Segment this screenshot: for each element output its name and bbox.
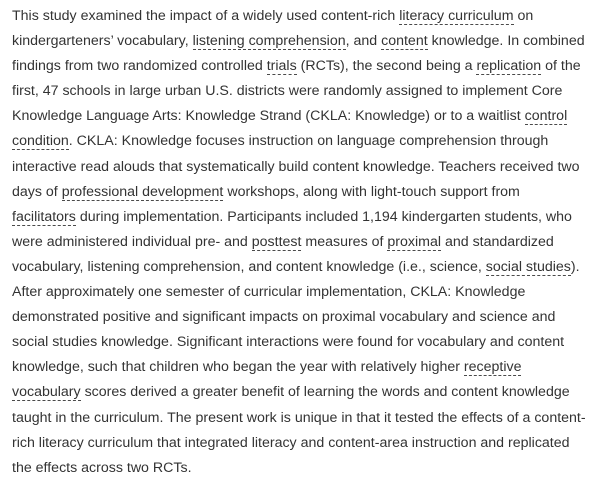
abstract-text: . CKLA: Knowledge focuses instruction on language comprehension through interactive read alouds that systematically build content knowledge. Teachers received two days of — [12, 133, 580, 200]
abstract-text: on kindergarteners’ vocabulary, — [12, 8, 534, 50]
glossary-term-professional-development[interactable]: professional development — [61, 183, 224, 200]
glossary-term-control-condition[interactable]: control condition — [12, 108, 568, 150]
glossary-term-content[interactable]: content — [381, 33, 428, 50]
abstract-text: scores derived a greater benefit of learning the words and content knowledge taught in the curriculum. The present work is unique in that it tested the effects of a content-rich literacy curriculum that integrated literacy and content-area instruction and replicated the effects across two RCTs. — [12, 384, 586, 476]
glossary-term-literacy-curriculum[interactable]: literacy curriculum — [399, 8, 514, 24]
abstract-text: and standardized vocabulary, listening comprehension, and content knowledge (i.e., science, — [12, 233, 554, 275]
glossary-term-trials[interactable]: trials — [266, 58, 297, 75]
glossary-term-facilitators[interactable]: facilitators — [12, 208, 76, 225]
abstract-text: measures of — [301, 233, 388, 250]
abstract-text: of the first, 47 schools in large urban U.S. districts were randomly assigned to implement Core Knowledge Language Arts: Knowledge Strand (CKLA: Knowledge) or to a waitlist — [12, 58, 581, 125]
abstract-text: knowledge. In combined findings from two randomized controlled — [12, 33, 585, 75]
glossary-term-receptive-vocabulary[interactable]: receptive vocabulary — [12, 359, 522, 401]
abstract-text: , and — [345, 33, 382, 50]
glossary-term-proximal[interactable]: proximal — [387, 233, 442, 250]
abstract-text: ). After approximately one semester of curricular implementation, CKLA: Knowledge demonstrated positive and significant impacts on proximal vocabulary and science and social studies knowledge. Significant interactions were found for vocabulary and content knowledge, such that children who began the year with relatively higher — [12, 258, 580, 376]
glossary-term-replication[interactable]: replication — [476, 58, 542, 75]
abstract-text: (RCTs), the second being a — [296, 58, 477, 75]
abstract-text: during implementation. Participants included 1,194 kindergarten students, who were administered individual pre- and — [12, 208, 572, 250]
glossary-term-listening-comprehension[interactable]: listening comprehension — [192, 33, 346, 50]
abstract-text: This study examined the impact of a widely used content-rich — [12, 8, 400, 24]
glossary-term-posttest[interactable]: posttest — [251, 233, 302, 250]
abstract-text: workshops, along with light-touch support from — [223, 183, 520, 200]
glossary-term-social-studies[interactable]: social studies — [485, 258, 571, 275]
